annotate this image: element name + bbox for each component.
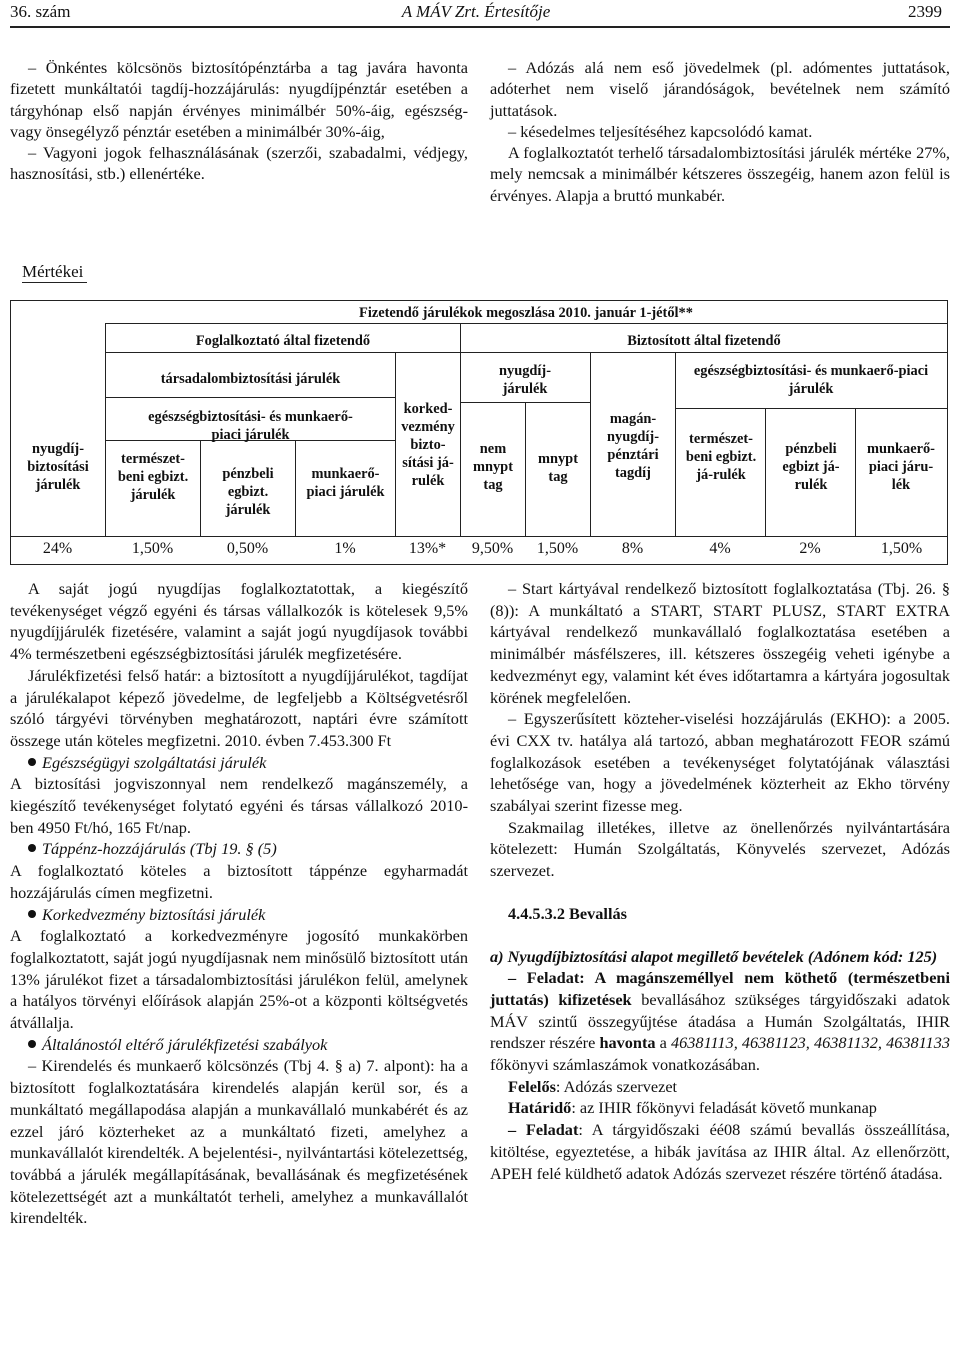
issue-number: 36. szám <box>10 2 71 21</box>
bottom-right-column <box>490 578 950 1184</box>
rate-cell: 1,50% <box>536 540 579 557</box>
rate-cell: 4% <box>709 540 731 557</box>
subheading: Táppénz-hozzájárulás (Tbj 19. § (5) <box>10 838 468 860</box>
subheading: Korkedvezmény biztosítási járulék <box>10 904 468 926</box>
deadline-line: Határidő: az IHIR főkönyvi feladását követő munkanap <box>508 1098 877 1118</box>
rate-cell: 1% <box>334 540 356 557</box>
paragraph: – Start kártyával rendelkező biztosított foglalkoztatása (Tbj. 26. § (8)): A munkáltató a START, START PLUSZ, START EXTRA kártyával rendelkező munkavállaló foglalkoztatása esetében a minimálbér másfélszeres, ill. kétszeres összegéig veheti igénybe a kedvezményt egy, valamint két éves időtartamra a kártyára jogosultak körének megfelelően. <box>490 579 950 707</box>
insured-labour-header: munkaerő-piaci járu-lék <box>867 441 935 493</box>
rate-cell: 2% <box>799 540 821 557</box>
table-border <box>947 300 948 565</box>
rate-cell: 13%* <box>408 540 447 557</box>
table-divider <box>765 408 766 537</box>
paragraph: Szakmailag illetékes, illetve az önellenőrzés nyilvántartására kötelezett: Humán Szolgáltatás, Könyvelés szervezet, Adózás szervezet. <box>490 817 950 881</box>
paragraph: A foglalkoztató a korkedvezményre jogosító munkakörben foglalkoztatott, saját jogú nyugdíjasnak nem minősülő biztosított után 13% járulékot fizet a társadalombiztosítási járulékon felül, amelynek a hatályos törvényi előírások alapján 25%-ot a központi költségvetés átvállalja. <box>10 926 468 1033</box>
table-divider <box>200 440 201 537</box>
bullet-icon <box>28 1040 36 1048</box>
bottom-left-column <box>10 578 468 1229</box>
paragraph: A biztosítási jogviszonnyal nem rendelkező magánszemély, a kiegészítő tevékenységet folytató egyéni és társas vállalkozó 2010-ben 4950 Ft/hó, 165 Ft/nap. <box>10 774 468 837</box>
table-divider <box>395 352 396 537</box>
paragraph: A foglalkoztató köteles a biztosított táppénze egyharmadát hozzájárulás címen megfizetni. <box>10 861 468 902</box>
rate-row <box>10 540 948 564</box>
paragraph: – Kirendelés és munkaerő kölcsönzés (Tbj 4. § a) 7. alpont): ha a biztosított foglalkoztatására kirendelés alapján kerül sor, és a munkáltató megállapodása alapján a munkavállaló munkabérét és az ezzel járó közterheket az a munkáltató fizeti, amelyhez a munkavállalót kirendelték. A bejelentési-, nyilvántartási kötelezettség, továbbá a járulék megállapításának, bevallásának és megfizetésének kötelezettségét azt a munkáltatót terheli, amelyhez a munkavállalót kirendelték. <box>10 1056 468 1228</box>
bullet-icon <box>28 910 36 918</box>
tb-header: társadalombiztosítási járulék <box>160 371 341 387</box>
table-divider <box>10 536 948 537</box>
insured-health-header: egészségbiztosítási- és munkaerő-piaci járulék <box>693 363 929 397</box>
table-border <box>10 300 948 301</box>
rate-cell: 1,50% <box>880 540 923 557</box>
rate-cell: 0,50% <box>226 540 269 557</box>
rate-cell: 1,50% <box>131 540 174 557</box>
top-left-column <box>10 57 468 185</box>
paragraph: – Adózás alá nem eső jövedelmek (pl. adómentes juttatások, adóterhet nem viselő járandóságok, bevételnek nem számító juttatások. <box>490 58 950 120</box>
private-fund-header: mnypt tag <box>538 451 578 485</box>
employer-header: Foglalkoztató által fizetendő <box>195 333 371 349</box>
subsection-heading: a) Nyugdíjbiztosítási alapot megillető bevételek (Adónem kód: 125) <box>490 946 938 966</box>
table-divider <box>105 323 947 324</box>
subheading: Általánostól eltérő járulékfizetési szabályok <box>10 1034 468 1056</box>
table-border <box>10 564 948 565</box>
non-private-fund-header: nem mnypt tag <box>473 441 513 493</box>
header-rule <box>10 26 950 28</box>
pension-contribution-header: nyugdíj-járulék <box>499 363 551 397</box>
labour-market-header: munkaerő-piaci járulék <box>306 466 385 500</box>
bullet-icon <box>28 844 36 852</box>
subheading: Egészségügyi szolgáltatási járulék <box>10 752 468 774</box>
health-header: egészségbiztosítási- és munkaerő-piaci járulék <box>148 409 353 443</box>
responsible-line: Felelős: Adózás szervezet <box>508 1076 678 1096</box>
paragraph: – Vagyoni jogok felhasználásának (szerzői, szabadalmi, védjegy, hasznosítási, stb.) ellenértéke. <box>10 143 468 184</box>
paragraph: Járulékfizetési felső határ: a biztosított a nyugdíjjárulékot, tagdíjat a járulékalapot képező jövedelme, de legfeljebb a Költségvetésről szóló tárgyévi törvényben meghatározott, naptári évre számított összege után köteles megfizetni. 2010. évben 7.453.300 Ft <box>10 665 468 750</box>
page-header <box>10 2 942 28</box>
table-divider <box>590 352 591 537</box>
paragraph: – Önkéntes kölcsönös biztosítópénztárba a tag javára havonta fizetett munkáltatói tagdíj-hozzájárulás: nyugdíjpénztár esetében a tárgyhónap első napján érvényes minimálbér 50%-áig, egészség- vagy önsegélyző pénztár esetében a minimálbér 30%-áig, <box>10 58 468 141</box>
table-title: Fizetendő járulékok megoszlása 2010. január 1-jétől** <box>359 305 693 321</box>
rate-cell: 24% <box>42 540 73 557</box>
table-divider <box>295 440 296 537</box>
cash-header: pénzbeli egbizt. járulék <box>222 466 274 518</box>
insured-cash-header: pénzbeli egbizt já-rulék <box>782 441 840 493</box>
early-retirement-header: korked-vezmény bizto-sítási já-rulék <box>401 401 455 489</box>
private-pension-fee-header: magán-nyugdíj-pénztári tagdíj <box>607 411 659 481</box>
paragraph: – késedelmes teljesítéséhez kapcsolódó kamat. <box>508 121 813 141</box>
contribution-table <box>10 300 948 568</box>
insured-header: Biztosított által fizetendő <box>627 333 781 349</box>
section-heading: 4.4.5.3.2 Bevallás <box>508 903 627 923</box>
paragraph: A saját jogú nyugdíjas foglalkoztatottak, a kiegészítő tevékenységet végző egyéni és társas vállalkozók is kötelesek 9,5% nyugdíjjárulék fizetésére, valamint a saját jogú nyugdíjasok további 4% természetbeni egészségbiztosítási járulék megfizetésére. <box>10 579 468 664</box>
table-divider <box>855 408 856 537</box>
bullet-icon <box>28 758 36 766</box>
table-divider <box>105 352 947 353</box>
table-border <box>10 300 11 565</box>
pension-insurance-header: nyugdíj-biztosítási járulék <box>27 441 89 493</box>
top-right-column <box>490 57 950 206</box>
paragraph: – Egyszerűsített közteher-viselési hozzájárulás (EKHO): a 2005. évi CXX tv. hatálya alá tartozó, abban meghatározott FEOR számú foglalkozások esetében a tevékenységet folytatójának választási lehetősége van, hogy a jövedelmének közterheit az Ekho törvény szabályai szerint fizesse meg. <box>490 709 950 816</box>
paragraph: A foglalkoztatót terhelő társadalombiztosítási járulék mértéke 27%, mely nemcsak a minimálbér kétszeres összegéig, hanem azon felül is érvényes. Alapja a bruttó munkabér. <box>490 143 950 205</box>
table-divider <box>675 408 947 409</box>
rate-cell: 9,50% <box>471 540 514 557</box>
page-number: 2399 <box>908 2 942 21</box>
insured-in-kind-header: természet-beni egbizt. já-rulék <box>685 431 757 483</box>
section-label: Mértékei <box>22 262 87 283</box>
table-divider <box>525 402 526 537</box>
task-paragraph: – Feladat: A magánszeméllyel nem köthető (természetbeni juttatás) kifizetések bevallásához szükséges tárgyidőszaki adatok MÁV szintű összegyűjtése átadása a Humán Szolgáltatás, IHIR rendszer részére havonta a 46381113, 46381123, 46381132, 46381133 főkönyvi számlaszámok vonatkozásában. <box>490 968 950 1075</box>
in-kind-header: természet-beni egbizt. járulék <box>117 451 189 503</box>
table-divider <box>460 323 461 537</box>
table-divider <box>105 397 395 398</box>
journal-title: A MÁV Zrt. Értesítője <box>401 2 551 21</box>
rate-cell: 8% <box>621 540 644 557</box>
task-paragraph: – Feladat: A tárgyidőszaki éé08 számú bevallás összeállítása, kitöltése, egyeztetése, a hibák javítása az IHIR által. Az ellenőrzött, APEH felé küldhető adatok Adózás szervezet részére történő átadása. <box>490 1120 951 1183</box>
table-divider <box>675 352 676 537</box>
